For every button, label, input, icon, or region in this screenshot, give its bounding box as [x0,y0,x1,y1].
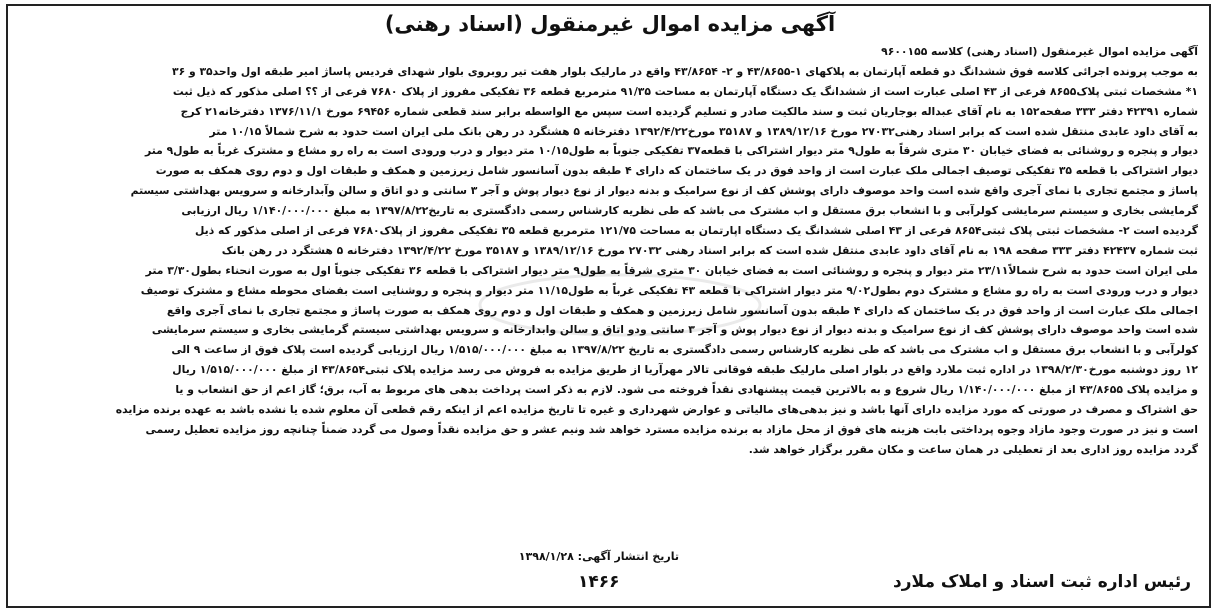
notice-line-15: شده است واحد موصوف دارای پوشش کف از نوع سرامیک و بدنه دیوار از نوع دیوار پوش و آجر ۳ سانتی ودو اتاق و سالن وابدارخانه و سرویس بهداشتی سیستم گرمایشی بخاری و سیستم سرمایشی [151,323,1198,337]
publish-date: تاریخ انتشار آگهی: ۱۳۹۸/۱/۲۸ [518,550,679,563]
notice-line-14: اجمالی ملک عبارت است از واحد فوق در یک ساختمان که دارای ۴ طبقه بدون آسانسور شامل زیرزمین و همکف و طبقات اول و دوم روی همکف به صورت پاساژ و مجتمع تجاری با نمای آجری واقع [166,303,1198,317]
notice-line-13: دیوار و درب ورودی است به راه رو مشاع و مشترک دوم بطول۹/۰۲ متر دیوار اشتراکی با قطعه ۴۳ تفکیکی غرباً به طول۱۱/۱۵ متر دیوار و پنجره و روشنایی است بفضای محوطه مشاع و مشترک توصیف [140,283,1198,297]
notice-line-2: به موجب پرونده اجرائی کلاسه فوق ششدانگ دو قطعه آپارتمان به پلاکهای ۱-۴۳/۸۶۵۵ و ۲- ۴۳/۸۶۵۴ واقع در مارلیک بلوار هفت تیر روبروی بلوار شهدای فردیس پاساژ امیر طبقه اول واحد۳۵ و ۳۶ [172,64,1198,78]
notice-line-4: شماره ۴۲۳۹۱ دفتر ۳۳۳ صفحه۱۵۲ به نام آقای عبداله بوجاریان ثبت و سند مالکیت صادر و تسلیم گردیده است سپس مع الواسطه برابر سند قطعی شماره ۶۹۴۵۶ مورخ ۱۳۷۶/۱۱/۱ دفترخانه۲۱ کرج [180,104,1198,118]
notice-line-12: ملی ایران است حدود به شرح شمالاً۲۳/۱۱ متر دیوار و پنجره و روشنائی است به فضای خیابان ۳۰ متری شرقاً به طول۹ متر دیوار اشتراکی با قطعه ۳۶ تفکیکی جنوباً اول به صورت انحناء بطول۳/۳۰ متر [145,263,1198,277]
notice-line-16: کولرآبی و با انشعاب برق مستقل و اب مشترک می باشد که طی نظریه کارشناس رسمی دادگستری به تاریخ ۱۳۹۷/۸/۲۲ به مبلغ ۱/۵۱۵/۰۰۰/۰۰۰ ریال ارزیابی گردیده است پلاک فوق از ساعت ۹ الی [171,343,1198,357]
notice-line-9: گرمایشی بخاری و سیستم سرمایشی کولرآبی و با انشعاب برق مستقل و اب مشترک می باشد که طی نظریه کارشناس رسمی دادگستری به تاریخ۱۳۹۷/۸/۲۲ به مبلغ ۱/۱۴۰/۰۰۰/۰۰۰ ریال ارزیابی [181,204,1198,218]
notice-title: آگهی مزایده اموال غیرمنقول (اسناد رهنی) [384,12,836,36]
notice-line-5: به آقای داود عابدی منتقل شده است که برابر اسناد رهنی۲۷۰۳۲ مورخ ۱۳۸۹/۱۲/۱۶ و ۳۵۱۸۷ مورخ۱۳۹۲/۴/۲۲ دفترخانه ۵ هشتگرد در رهن بانک ملی ایران است حدود به شرح شمالاً ۱۰/۱۵ متر [209,124,1198,138]
notice-line-6: دیوار و پنجره و روشنائی به فضای خیابان ۳۰ متری شرقاً به طول۹ متر دیوار اشتراکی با قطعه۳۷ تفکیکی جنوباً به طول۱۰/۱۵ متر دیوار و درب ورودی است به راه رو مشاع و مشترک غرباً به طول۹ متر [145,144,1198,158]
notice-line-7: دیوار اشتراکی با قطعه ۳۵ تفکیکی توصیف اجمالی ملک عبارت است از واحد فوق در یک ساختمان که دارای ۴ طبقه بدون آسانسور شامل زیرزمین و همکف و طبقات اول و دوم روی همکف به صورت [155,164,1198,178]
notice-line-10: گردیده است ۲- مشخصات ثبتی پلاک ثبتی۸۶۵۴ فرعی از ۴۳ اصلی ششدانگ یک دستگاه اپارتمان به مساحت ۱۲۱/۷۵ مترمربع قطعه ۳۵ تفکیکی مفروز از پلاک۷۶۸۰ فرعی از اصلی مذکور که ذیل [195,224,1198,238]
notice-line-20: است و نیز در صورت وجود مازاد وجوه پرداختی بابت هزینه های فوق از محل مازاد به برنده مزایده مسترد خواهد شد ونیم عشر و حق مزایده نقداً وصول می گردد ضمناً چنانچه روز مزایده تعطیل رسمی [145,422,1198,436]
notice-line-21: گردد مزایده روز اداری بعد از تعطیلی در همان ساعت و مکان مقرر برگزار خواهد شد. [748,442,1198,456]
notice-line-18: و مزایده پلاک ۴۳/۸۶۵۵ از مبلغ ۱/۱۴۰/۰۰۰/۰۰۰ ریال شروع و به بالاترین قیمت پیشنهادی نقداً فروخته می شود. لازم به ذکر است پرداخت بدهی های مربوط به آب، برق؛ گاز اعم از حق انشعاب و یا [175,383,1198,397]
notice-line-17: ۱۲ روز دوشنبه مورخ۱۳۹۸/۲/۳۰ در اداره ثبت ملارد واقع در بلوار اصلی مارلیک طبقه فوقانی تالار مهرآریا از طریق مزایده به فروش می رسد مزایده پلاک ثبتی۴۳/۸۶۵۴ از مبلغ ۱/۵۱۵/۰۰۰/۰۰۰ ریال [172,363,1198,377]
notice-line-19: حق اشتراک و مصرف در صورتی که مورد مزایده دارای آنها باشد و نیز بدهی‌های مالیاتی و عوارض شهرداری و غیره تا تاریخ مزایده اعم از اینکه رقم قطعی آن معلوم شده یا نشده باشد به عهده برنده مزایده [115,403,1198,417]
notice-line-3: ۱* مشخصات ثبتی پلاک۸۶۵۵ فرعی از ۴۳ اصلی عبارت است از ششدانگ یک دستگاه آپارتمان به مساحت ۹۱/۳۵ مترمربع قطعه ۳۶ تفکیکی مفروز از پلاک ۷۶۸۰ فرعی از ؟؟ اصلی مذکور که ذیل ثبت [172,84,1198,98]
notice-line-11: ثبت شماره ۴۲۴۳۷ دفتر ۳۳۳ صفحه ۱۹۸ به نام آقای داود عابدی منتقل شده است که برابر اسناد رهنی ۲۷۰۳۲ مورخ ۱۳۸۹/۱۲/۱۶ و ۳۵۱۸۷ مورخ ۱۳۹۲/۴/۲۲ دفترخانه ۵ هشتگرد در رهن بانک [221,243,1198,257]
signature-line: رئیس اداره ثبت اسناد و املاک ملارد [893,572,1191,592]
notice-body [18,42,1198,460]
reference-number: ۱۴۶۶ [578,572,620,592]
notice-line-1: آگهی مزایده اموال غیرمنقول (اسناد رهنی) کلاسه ۹۶۰۰۱۵۵ [881,45,1198,58]
notice-line-8: پاساژ و مجتمع تجاری با نمای آجری واقع شده است واحد موصوف دارای پوشش کف از نوع سرامیک و بدنه دیوار از نوع دیوار پوش و آجر ۳ سانتی و دو اتاق و سالن وآبدارخانه و سرویس بهداشتی سیستم [130,184,1198,198]
notice-footer [18,550,1199,602]
